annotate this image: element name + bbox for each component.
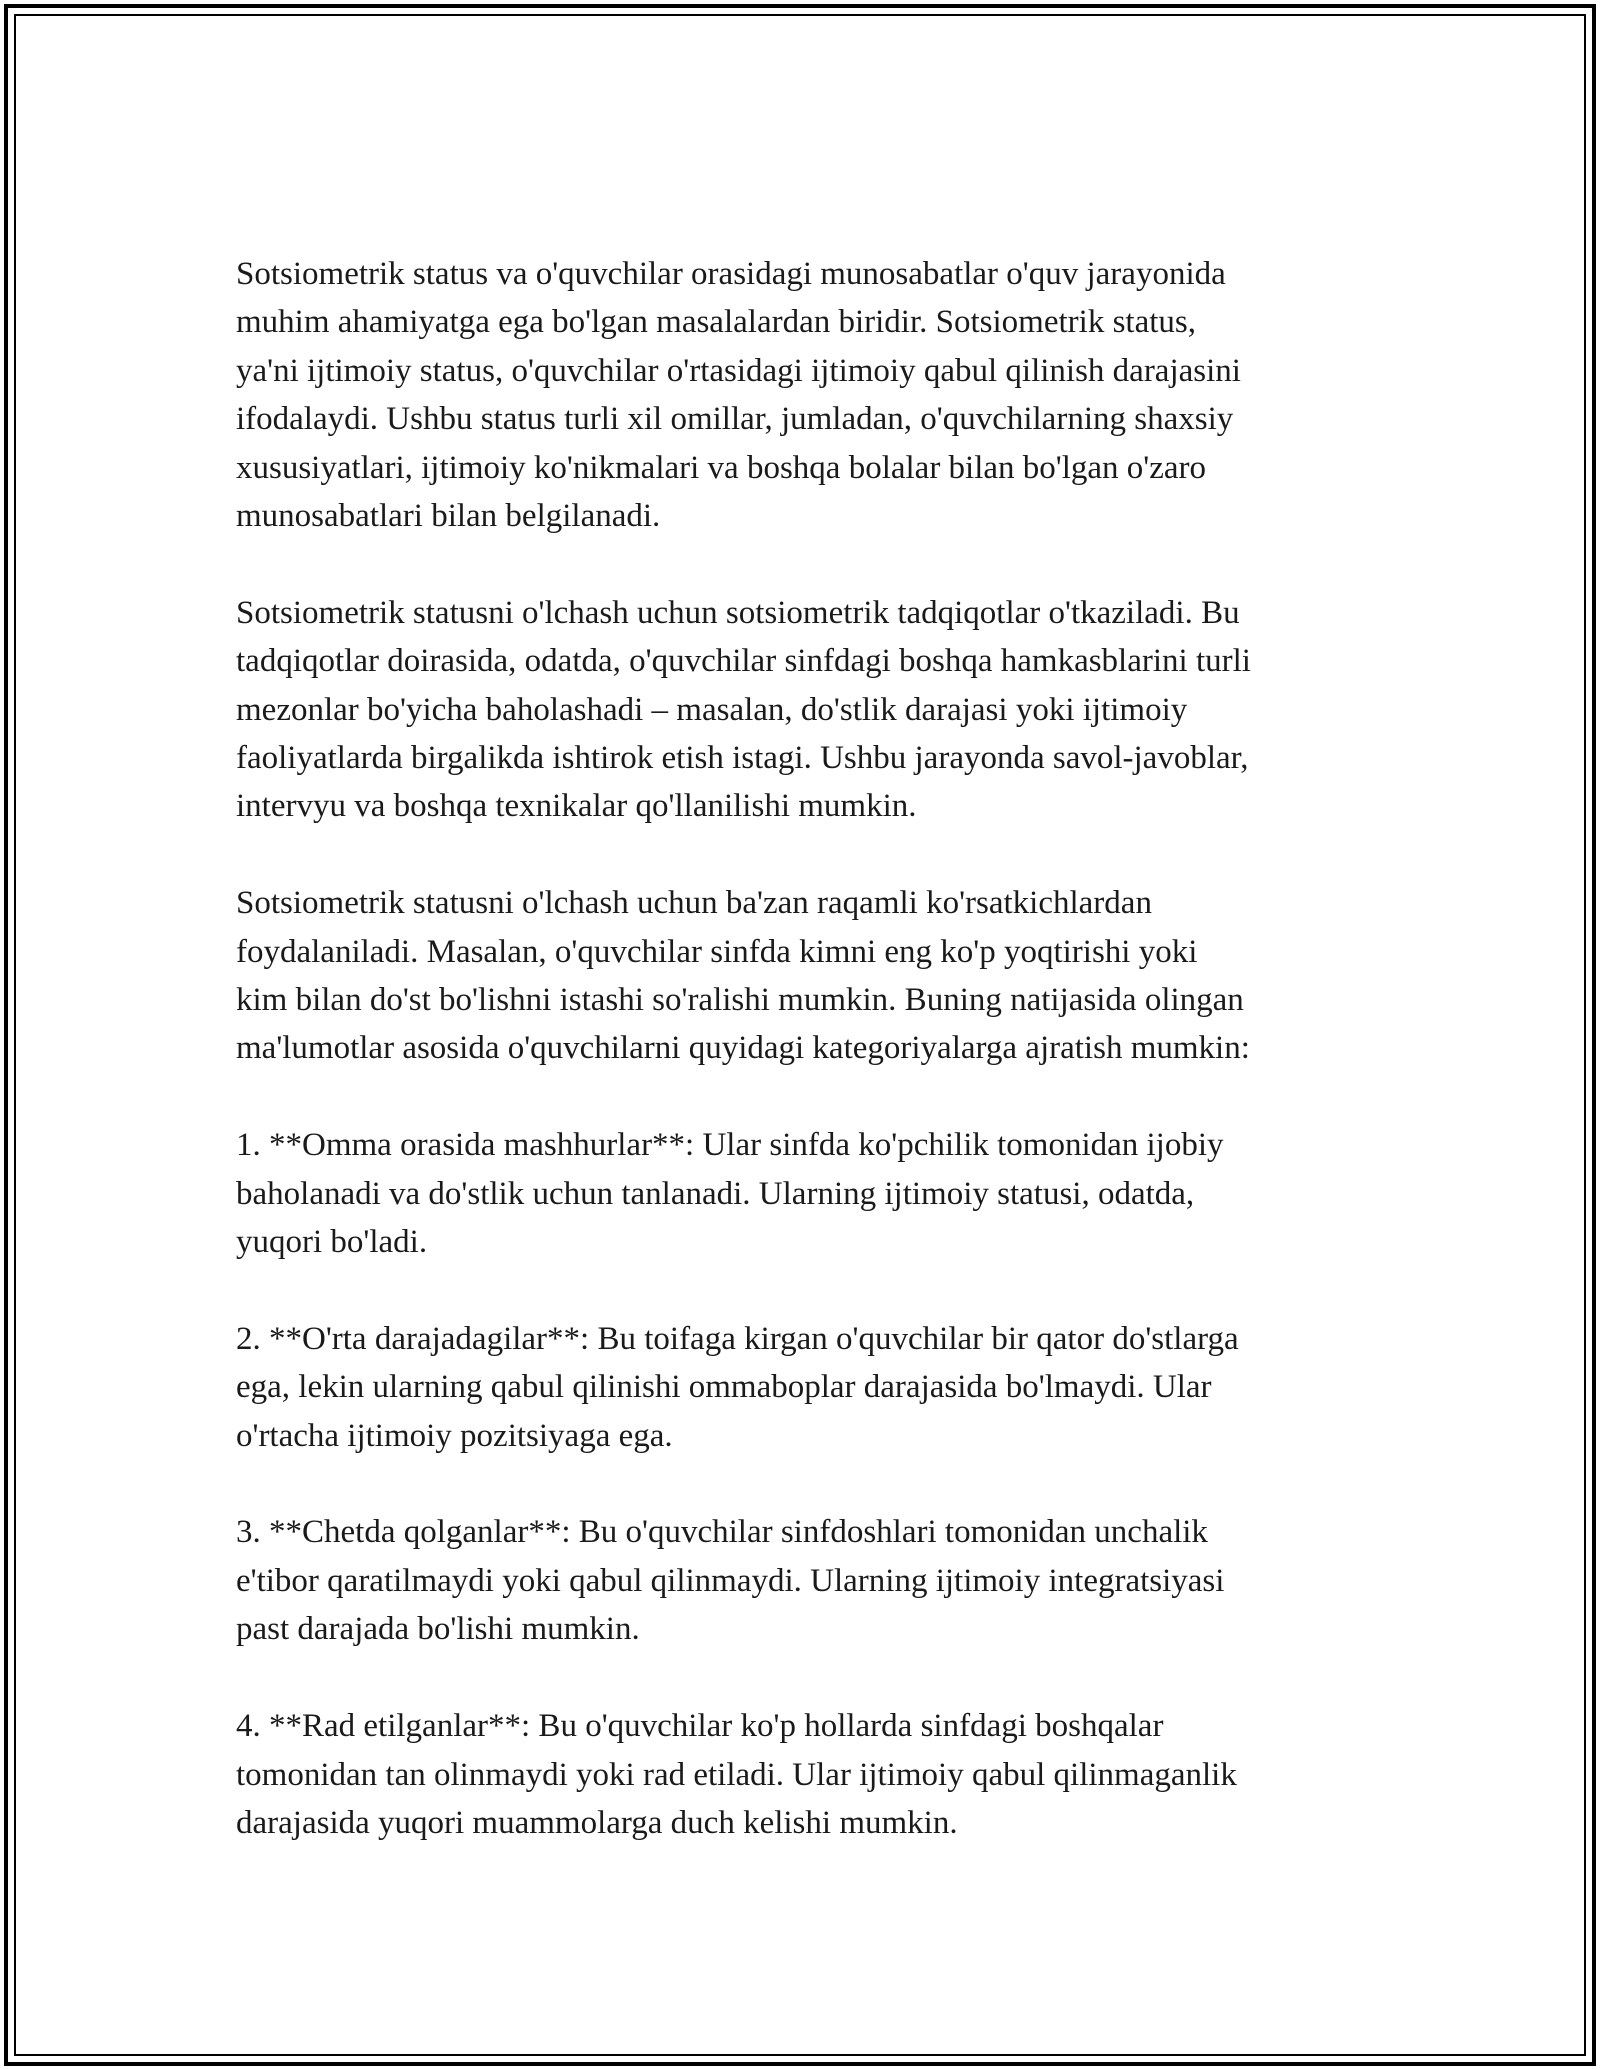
paragraph-intro: Sotsiometrik status va o'quvchilar orasidagi munosabatlar o'quv jarayonida muhim ahamiyatga ega bo'lgan masalalardan biridir. Sotsiometrik status, ya'ni ijtimoiy status, o'quvchilar o'rtasidagi ijtimoiy qabul qilinish darajasini ifodalaydi. Ushbu status turli xil omillar, jumladan, o'quvchilarning shaxsiy xususiyatlari, ijtimoiy ko'nikmalari va boshqa bolalar bilan bo'lgan o'zaro munosabatlari bilan belgilanadi. bbox=[236, 256, 1241, 535]
list-item-popular: 1. **Omma orasida mashhurlar**: Ular sinfda ko'pchilik tomonidan ijobiy baholanadi va do'stlik uchun tanlanadi. Ularning ijtimoiy statusi, odatda, yuqori bo'ladi. bbox=[236, 1127, 1224, 1261]
document-body bbox=[236, 250, 1396, 1847]
list-item-rejected: 4. **Rad etilganlar**: Bu o'quvchilar ko'p hollarda sinfdagi boshqalar tomonidan tan olinmaydi yoki rad etiladi. Ular ijtimoiy qabul qilinmaganlik darajasida yuqori muammolarga duch kelishi mumkin. bbox=[236, 1708, 1237, 1841]
paragraph-numeric-indicators: Sotsiometrik statusni o'lchash uchun ba'zan raqamli ko'rsatkichlardan foydalaniladi. Masalan, o'quvchilar sinfda kimni eng ko'p yoqtirishi yoki kim bilan do'st bo'lishni istashi so'ralishi mumkin. Buning natijasida olingan ma'lumotlar asosida o'quvchilarni quyidagi kategoriyalarga ajratish mumkin: bbox=[236, 885, 1250, 1067]
list-item-neglected: 3. **Chetda qolganlar**: Bu o'quvchilar sinfdoshlari tomonidan unchalik e'tibor qaratilmaydi yoki qabul qilinmaydi. Ularning ijtimoiy integratsiyasi past darajada bo'lishi mumkin. bbox=[236, 1514, 1225, 1648]
paragraph-measurement: Sotsiometrik statusni o'lchash uchun sotsiometrik tadqiqotlar o'tkaziladi. Bu tadqiqotlar doirasida, odatda, o'quvchilar sinfdagi boshqa hamkasblarini turli mezonlar bo'yicha baholashadi – masalan, do'stlik darajasi yoki ijtimoiy faoliyatlarda birgalikda ishtirok etish istagi. Ushbu jarayonda savol-javoblar, intervyu va boshqa texnikalar qo'llanilishi mumkin. bbox=[236, 594, 1251, 825]
list-item-average: 2. **O'rta darajadagilar**: Bu toifaga kirgan o'quvchilar bir qator do'stlarga ega, lekin ularning qabul qilinishi ommaboplar darajasida bo'lmaydi. Ular o'rtacha ijtimoiy pozitsiyaga ega. bbox=[236, 1320, 1239, 1454]
